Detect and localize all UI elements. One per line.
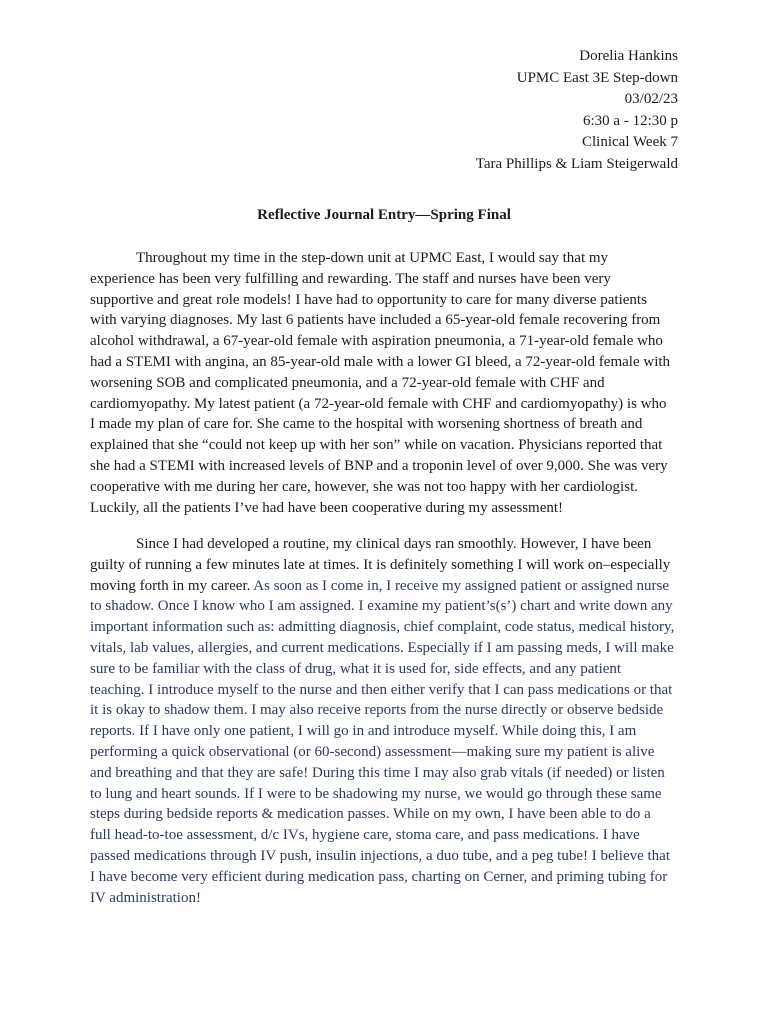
- instructor-names: Tara Phillips & Liam Steigerwald: [475, 155, 678, 172]
- paragraph-line: guilty of running a few minutes late at times. It is definitely something I will work on–especially: [90, 556, 671, 573]
- paragraph-line: I made my plan of care for. She came to the hospital with worsening shortness of breath and: [90, 416, 643, 433]
- paragraph-2: [90, 534, 680, 908]
- paragraph-line: it is okay to shadow them. I may also receive reports from the nurse directly or observe bedside: [90, 702, 664, 719]
- clinical-unit: UPMC East 3E Step-down: [516, 69, 678, 86]
- paragraph-segment: As soon as I come in, I receive my assigned patient or assigned nurse: [250, 577, 670, 594]
- paragraph-line: full head-to-toe assessment, d/c IVs, hygiene care, stoma care, and pass medications. I have: [90, 827, 640, 844]
- paragraph-line: she had a STEMI with increased levels of BNP and a troponin level of over 9,000. She was very: [90, 457, 668, 474]
- paragraph-line: Luckily, all the patients I’ve had have been cooperative during my assessment!: [90, 499, 564, 516]
- paragraph-line: reports. If I have only one patient, I will go in and introduce myself. While doing this, I am: [90, 723, 637, 740]
- document-header: [476, 46, 678, 175]
- paragraph-segment: moving forth in my career.: [90, 577, 251, 594]
- paragraph-line: supportive and great role models! I have had to opportunity to care for many diverse patients: [90, 291, 647, 308]
- paragraph-line: I have become very efficient during medication pass, charting on Cerner, and priming tubing for: [90, 868, 668, 885]
- paragraph-line: important information such as: admitting diagnosis, chief complaint, code status, medical history,: [90, 619, 675, 636]
- paragraph-line: steps during bedside reports & medication passes. While on my own, I have been able to do a: [90, 806, 651, 823]
- paragraph-line: passed medications through IV push, insulin injections, a duo tube, and a peg tube! I believe that: [90, 847, 671, 864]
- paragraph-line: experience has been very fulfilling and rewarding. The staff and nurses have been very: [90, 270, 611, 287]
- paragraph-line: sure to be familiar with the class of drug, what it is used for, side effects, and any patient: [90, 660, 622, 677]
- paragraph-line: to shadow. Once I know who I am assigned. I examine my patient’s(s’) chart and write down any: [90, 598, 673, 615]
- paragraph-line: IV administration!: [90, 889, 201, 906]
- paragraph-line: had a STEMI with angina, an 85-year-old male with a lower GI bleed, a 72-year-old female with: [90, 353, 671, 370]
- paragraph-line: with varying diagnoses. My last 6 patients have included a 65-year-old female recovering from: [90, 312, 661, 329]
- shift-time: 6:30 a - 12:30 p: [583, 112, 678, 129]
- paragraph-line: cardiomyopathy. My latest patient (a 72-year-old female with CHF and cardiomyopathy) is who: [90, 395, 667, 412]
- document-title: Reflective Journal Entry—Spring Final: [257, 207, 511, 223]
- paragraph-line: cooperative with me during her care, however, she was not too happy with her cardiologist.: [90, 478, 638, 495]
- paragraph-line: Throughout my time in the step-down unit at UPMC East, I would say that my: [136, 250, 609, 266]
- paragraph-line: explained that she “could not keep up with her son” while on vacation. Physicians reported that: [90, 437, 663, 454]
- clinical-week: Clinical Week 7: [582, 134, 678, 150]
- paragraph-line: worsening SOB and complicated pneumonia, and a 72-year-old female with CHF and: [90, 374, 605, 391]
- paragraph-line: alcohol withdrawal, a 67-year-old female with aspiration pneumonia, a 71-year-old female who: [90, 333, 663, 350]
- paragraph-1: [90, 248, 680, 518]
- paragraph-line: to lung and heart sounds. If I were to be shadowing my nurse, we would go through these same: [90, 785, 662, 802]
- entry-date: 03/02/23: [624, 91, 678, 107]
- paragraph-line: and breathing and that they are safe! During this time I may also grab vitals (if needed) or listen: [90, 764, 665, 781]
- paragraph-line: teaching. I introduce myself to the nurse and then either verify that I can pass medications or that: [90, 681, 673, 698]
- paragraph-line: performing a quick observational (or 60-second) assessment—making sure my patient is alive: [90, 743, 655, 760]
- paragraph-line: vitals, lab values, allergies, and current medications. Especially if I am passing meds, I will make: [90, 639, 674, 656]
- paragraph-line: Since I had developed a routine, my clinical days ran smoothly. However, I have been: [136, 536, 652, 552]
- paragraph-line: [90, 576, 680, 597]
- author-name: Dorelia Hankins: [579, 48, 678, 64]
